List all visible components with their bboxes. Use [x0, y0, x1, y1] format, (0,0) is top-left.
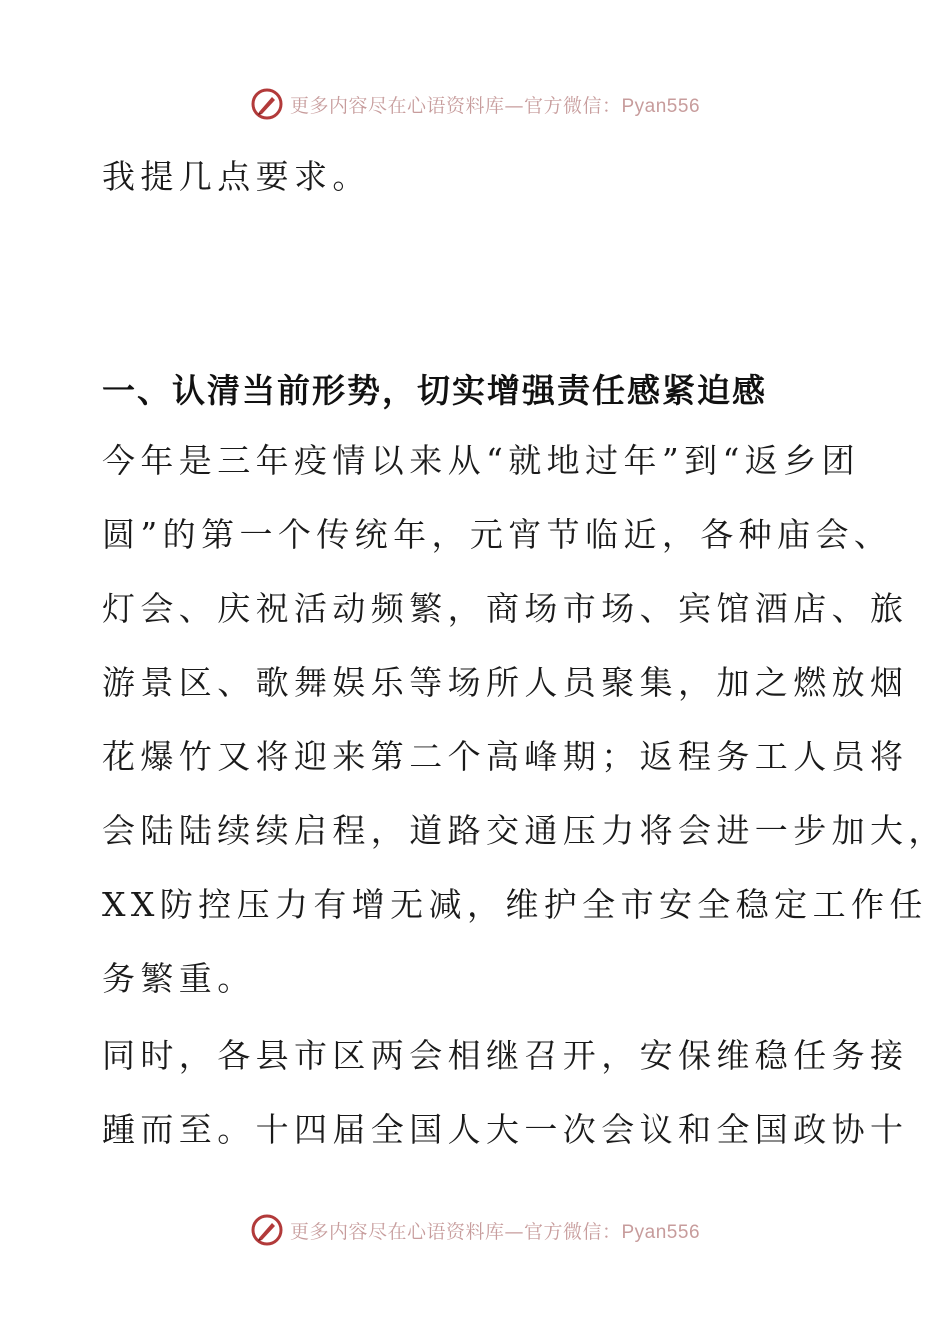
paragraph-line: 今年是三年疫情以来从“就地过年”到“返乡团	[102, 441, 861, 480]
paragraph-line: XX防控压力有增无减，维护全市安全稳定工作任	[102, 885, 928, 924]
watermark-wechat-id: Pyan556	[621, 95, 701, 117]
watermark-wechat-id: Pyan556	[621, 1221, 701, 1243]
intro-block	[102, 140, 862, 214]
pen-circle-icon	[250, 87, 284, 121]
watermark-text: 更多内容尽在心语资料库—官方微信：Pyan556	[289, 94, 701, 117]
section-heading: 一、认清当前形势，切实增强责任感紧迫感	[102, 371, 767, 410]
paragraph-line: 踵而至。十四届全国人大一次会议和全国政协十	[102, 1110, 909, 1149]
paragraph-1	[102, 424, 947, 1016]
paragraph-line: 圆”的第一个传统年，元宵节临近，各种庙会、	[102, 515, 893, 554]
header-watermark	[0, 84, 950, 124]
footer-watermark	[0, 1210, 950, 1250]
paragraph-line: 灯会、庆祝活动频繁，商场市场、宾馆酒店、旅	[102, 589, 909, 628]
paragraph-line: 务繁重。	[102, 959, 256, 998]
intro-line: 我提几点要求。	[102, 157, 371, 196]
watermark-text: 更多内容尽在心语资料库—官方微信：Pyan556	[289, 1220, 701, 1243]
paragraph-line: 花爆竹又将迎来第二个高峰期；返程务工人员将	[102, 737, 909, 776]
paragraph-line: 同时，各县市区两会相继召开，安保维稳任务接	[102, 1036, 909, 1075]
pen-circle-icon	[250, 1213, 284, 1247]
paragraph-line: 游景区、歌舞娱乐等场所人员聚集，加之燃放烟	[102, 663, 909, 702]
paragraph-2	[102, 1019, 908, 1167]
paragraph-line: 会陆陆续续启程，道路交通压力将会进一步加大，	[102, 811, 947, 850]
